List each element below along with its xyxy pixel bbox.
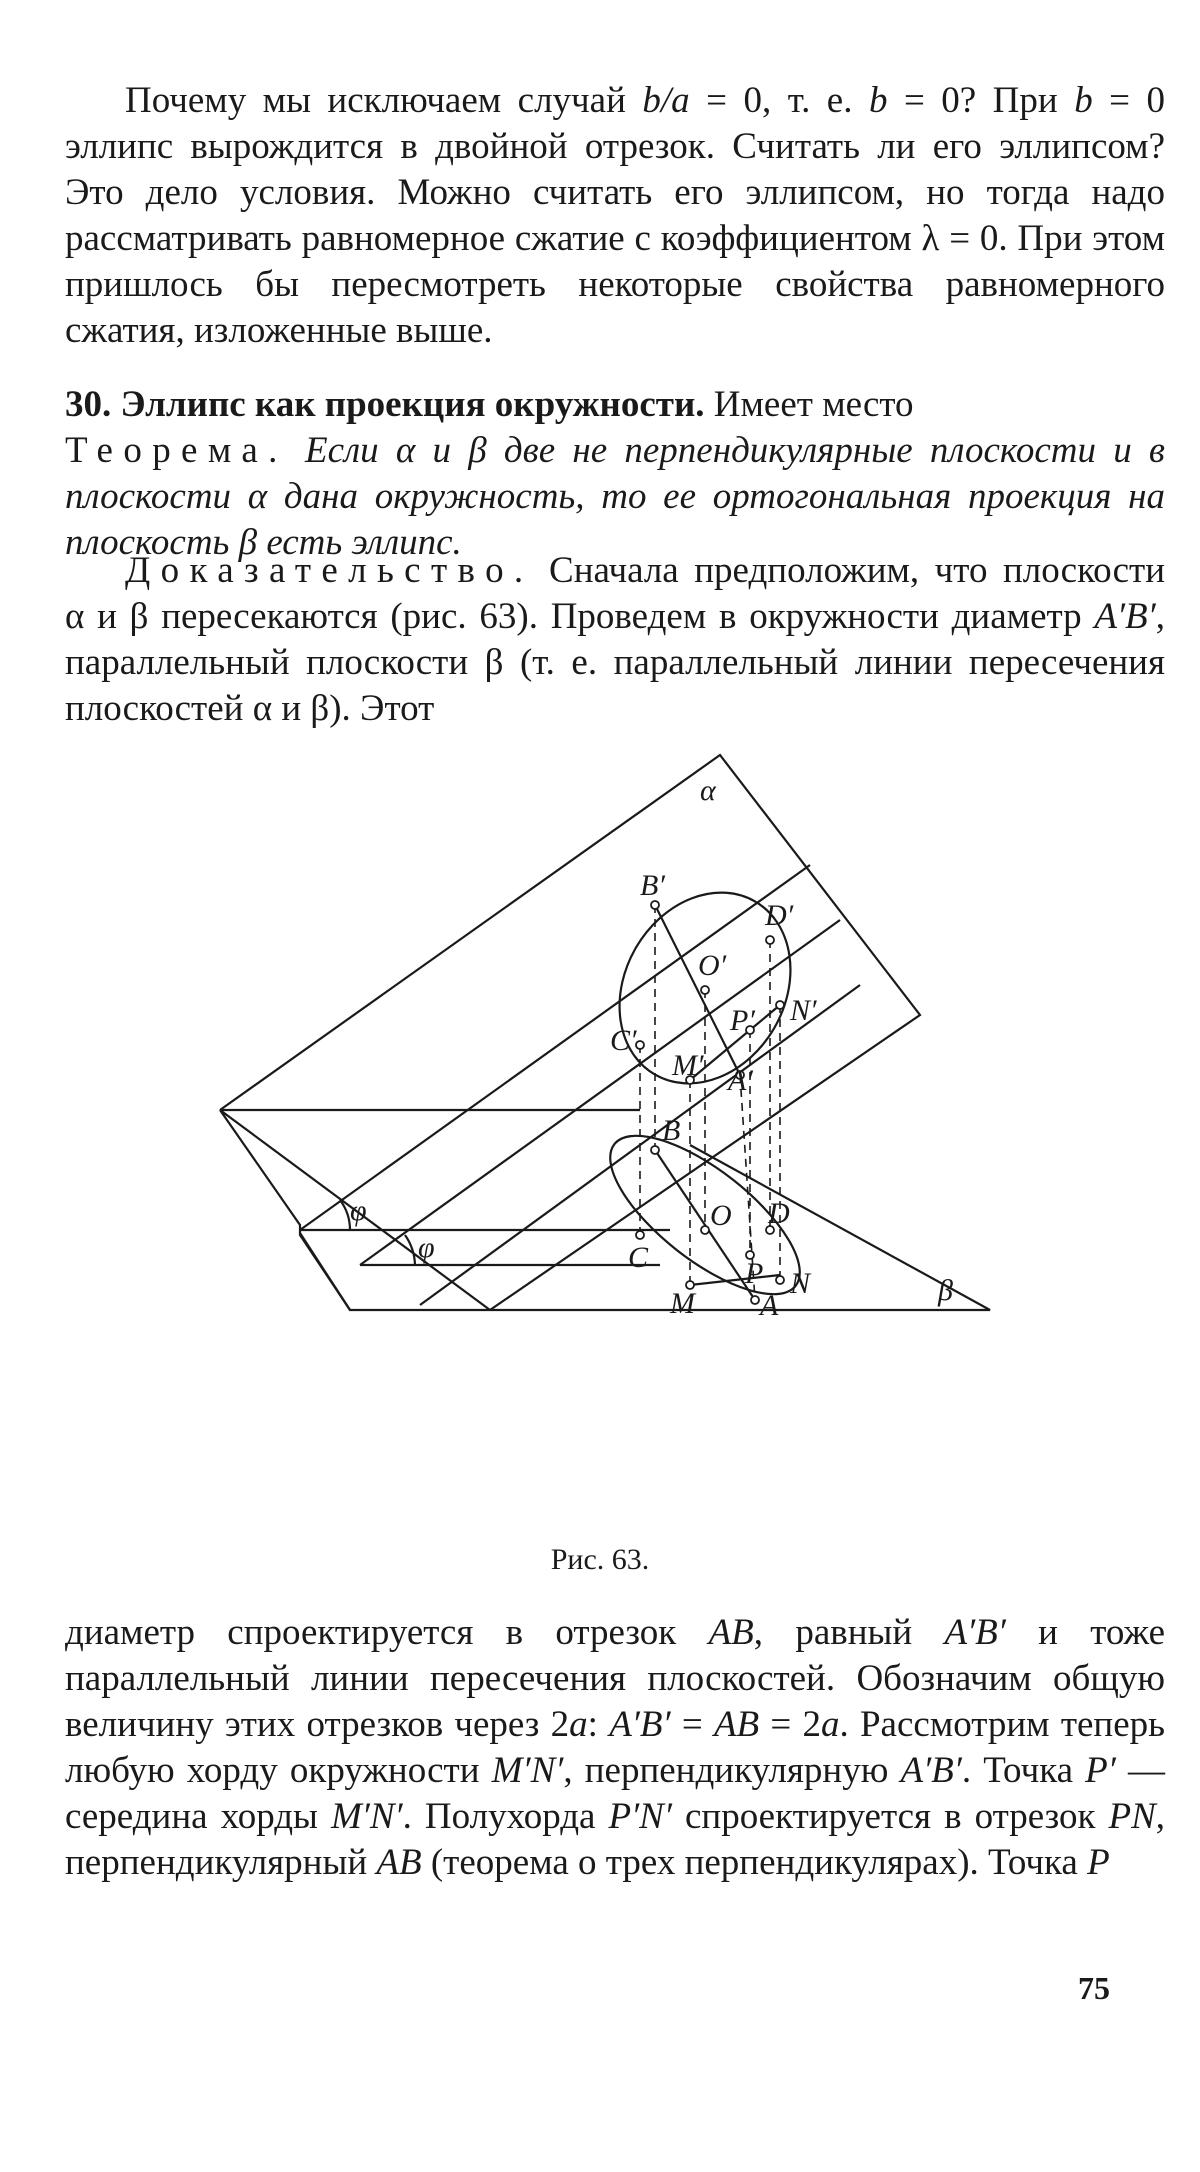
paragraph-projection: диаметр спроектируется в отрезок AB, равный A′B′ и тоже параллельный линии пересечения плоскостей. Обозначим общую величину этих отрезков через 2a: A′B′ = AB = 2a. Рассмотрим теперь любую хорду окружности M′N′, перпендикулярную A′B′. Точка P′ — середина хорды M′N′. Полухорда P′N′ спроектируется в отрезок PN, перпендикулярный AB (теорема о трех перпендикулярах). Точка P — [65, 1612, 1166, 1883]
label-b-prime: B′ — [640, 869, 665, 902]
label-o: O — [710, 1199, 732, 1232]
figure-caption: Рис. 63. — [550, 1543, 650, 1576]
label-n-prime: N′ — [790, 994, 817, 1027]
chord-m-n — [690, 1275, 780, 1285]
plane-beta-edge — [220, 1110, 990, 1310]
proof-paragraph: Доказательство. Сначала предположим, что плоскости α и β пересекаются (рис. 63). Проведем в окружности диаметр A′B′, параллельный плоскости β (т. е. параллельный линии пересечения плоскостей α и β). Этот — [65, 550, 1165, 729]
label-alpha: α — [700, 774, 716, 807]
label-d-prime: D′ — [765, 899, 794, 932]
plane-beta-left — [300, 1233, 350, 1310]
label-c: C — [628, 1241, 649, 1274]
theorem-text: Если α и β две не перпендикулярные плоскости и в плоскости α дана окружность, то ее ортогональная проекция на плоскость β есть эллипс. — [65, 430, 1165, 563]
label-m: M — [670, 1287, 695, 1320]
plane-alpha-edge — [220, 755, 920, 1310]
label-p-prime: P′ — [730, 1004, 755, 1037]
label-beta: β — [938, 1274, 953, 1307]
label-a-prime: A′ — [728, 1064, 753, 1097]
label-a: A — [760, 1289, 779, 1322]
theorem-label: Теорема. — [65, 430, 288, 471]
alpha-diameter-line — [300, 865, 810, 1230]
proof-label: Доказательство. — [125, 550, 534, 591]
label-m-prime: M′ — [672, 1049, 704, 1082]
page-number: 75 — [1078, 1970, 1110, 2006]
paragraph-degenerate-case: Почему мы исключаем случай b/a = 0, т. е. b = 0? При b = 0 эллипс вырождится в двойной отрезок. Считать ли его эллипсом? Это дело условия. Можно считать его эллипсом, но тогда надо рассматривать равномерное сжатие с коэффициентом λ = 0. При этом пришлось бы пересмотреть некоторые свойства равномерного сжатия, изложенные выше. — [65, 80, 1166, 351]
label-phi-1: φ — [350, 1194, 367, 1227]
label-d: D — [768, 1197, 790, 1230]
label-c-prime: C′ — [610, 1024, 637, 1057]
label-o-prime: O′ — [698, 949, 727, 982]
label-n: N — [790, 1267, 811, 1300]
label-b: B — [662, 1114, 681, 1147]
section-heading: 30. Эллипс как проекция окружности. — [65, 384, 705, 425]
section-30-paragraph: 30. Эллипс как проекция окружности. Имеет место Теорема. Если α и β две не перпендикулярные плоскости и в плоскости α дана окружность, то ее ортогональная проекция на плоскость β есть эллипс. — [65, 384, 1165, 563]
figure-63 — [200, 745, 1030, 1535]
label-p: P — [745, 1257, 764, 1290]
label-phi-2: φ — [418, 1231, 435, 1264]
